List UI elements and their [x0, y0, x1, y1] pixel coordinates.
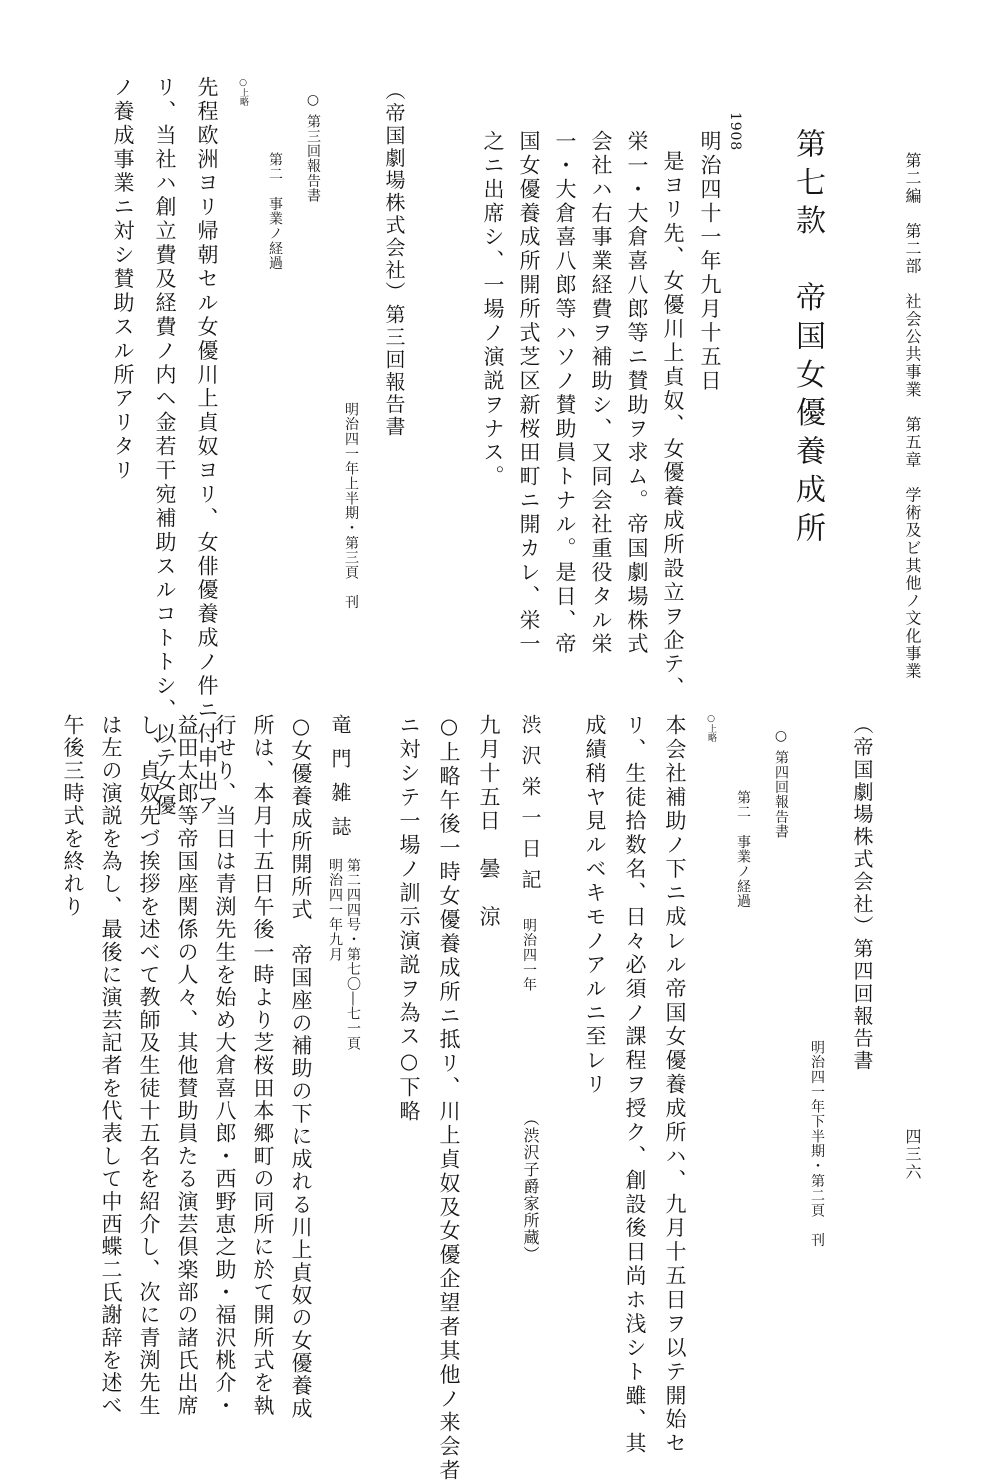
diary-line: ○上略午後一時女優養成所ニ抵リ、川上貞奴及女優企望者其他ノ来会者 [437, 714, 461, 1483]
journal-line: し、貞奴先づ挨拶を述べて教師及生徒十五名を紹介し、次に青渕先生 [137, 714, 161, 1418]
narrative-line: 国女優養成所開所式芝区新桜田町ニ開カレ、栄一 [517, 130, 541, 657]
narrative-line: 是ヨリ先、女優川上貞奴、女優養成所設立ヲ企テ、 [661, 150, 685, 701]
report-mark: ○ 第三回報告書 [305, 92, 321, 204]
journal-date: 明治四一年九月 [327, 858, 343, 962]
source-title: （帝国劇場株式会社）第三回報告書 [382, 80, 406, 439]
diary-year: 明治四一年 [521, 918, 537, 993]
source-date: 明治四一年下半期・第二頁 刊 [809, 1040, 825, 1248]
journal-line: ○女優養成所開所式 帝国座の補助の下に成れる川上貞奴の女優養成 [289, 714, 313, 1421]
omit-mark: ○上略 [238, 78, 248, 106]
journal-issue: 第二四四号・第七〇―七一頁 [345, 858, 361, 1051]
report-subheading: 第二 事業ノ経過 [267, 152, 283, 271]
report-mark: ○ 第四回報告書 [773, 728, 789, 840]
journal-line: 所は、本月十五日午後一時より芝桜田本郷町の同所に於て開所式を執 [251, 714, 275, 1418]
report-line: 本会社補助ノ下ニ成レル帝国女優養成所ハ、九月十五日ヲ以テ開始セ [663, 714, 687, 1457]
date-line: 明治四十一年九月十五日 [698, 130, 722, 394]
diary-date: 九月十五日 曇 涼 [477, 714, 501, 930]
journal-line: 行せり、当日は青渕先生を始め大倉喜八郎・西野恵之助・福沢桃介・ [213, 714, 237, 1418]
narrative-line: 栄一・大倉喜八郎等ニ賛助ヲ求ム。帝国劇場株式 [625, 130, 649, 657]
report-line: 成績稍ヤ見ルベキモノアルニ至レリ [583, 714, 607, 1098]
omit-mark: ○上略 [706, 714, 716, 742]
section-title: 第七款 帝国女優養成所 [790, 128, 825, 551]
report-line: リ、当社ハ創立費及経費ノ内ヘ金若干宛補助スルコトトシ、以テ女優 [153, 76, 177, 819]
diary-line: ニ対シテ一場ノ訓示演説ヲ為ス○下略 [397, 714, 421, 1124]
running-head: 第二編 第二部 社会公共事業 第五章 学術及ビ其他ノ文化事業 [903, 152, 922, 680]
year-note: 1908 [727, 112, 743, 151]
journal-line: は左の演説を為し、最後に演芸記者を代表して中西蝶二氏謝辞を述べ [99, 714, 123, 1418]
source-date: 明治四一年上半期・第三頁 刊 [343, 402, 359, 610]
narrative-line: 一・大倉喜八郎等ハソノ賛助員トナル。是日、帝 [553, 130, 577, 657]
diary-owner: （渋沢子爵家所蔵） [521, 1110, 540, 1263]
report-line: リ、生徒拾数名、日々必須ノ課程ヲ授ク、創設後日尚ホ浅シト雖、其 [623, 714, 647, 1457]
source-title: （帝国劇場株式会社）第四回報告書 [850, 714, 874, 1073]
diary-title: 渋沢栄一日記 [518, 714, 542, 900]
journal-line: 午後三時式を終れり [61, 714, 85, 919]
journal-line: 益田太郎等帝国座関係の人々、其他賛助員たる演芸倶楽部の諸氏出席 [175, 714, 199, 1418]
narrative-line: 会社ハ右事業経費ヲ補助シ、又同会社重役タル栄 [589, 130, 613, 657]
page-number: 四三六 [903, 1128, 922, 1181]
journal-title: 竜門雑誌 [328, 714, 352, 850]
report-line: ノ養成事業ニ対シ賛助スル所アリタリ [111, 76, 135, 483]
report-subheading: 第二 事業ノ経過 [735, 790, 751, 909]
narrative-line: 之ニ出席シ、一場ノ演説ヲナス。 [481, 130, 505, 490]
report-line: 先程欧洲ヨリ帰朝セル女優川上貞奴ヨリ、女俳優養成ノ件ニ付申出ア [195, 76, 219, 819]
